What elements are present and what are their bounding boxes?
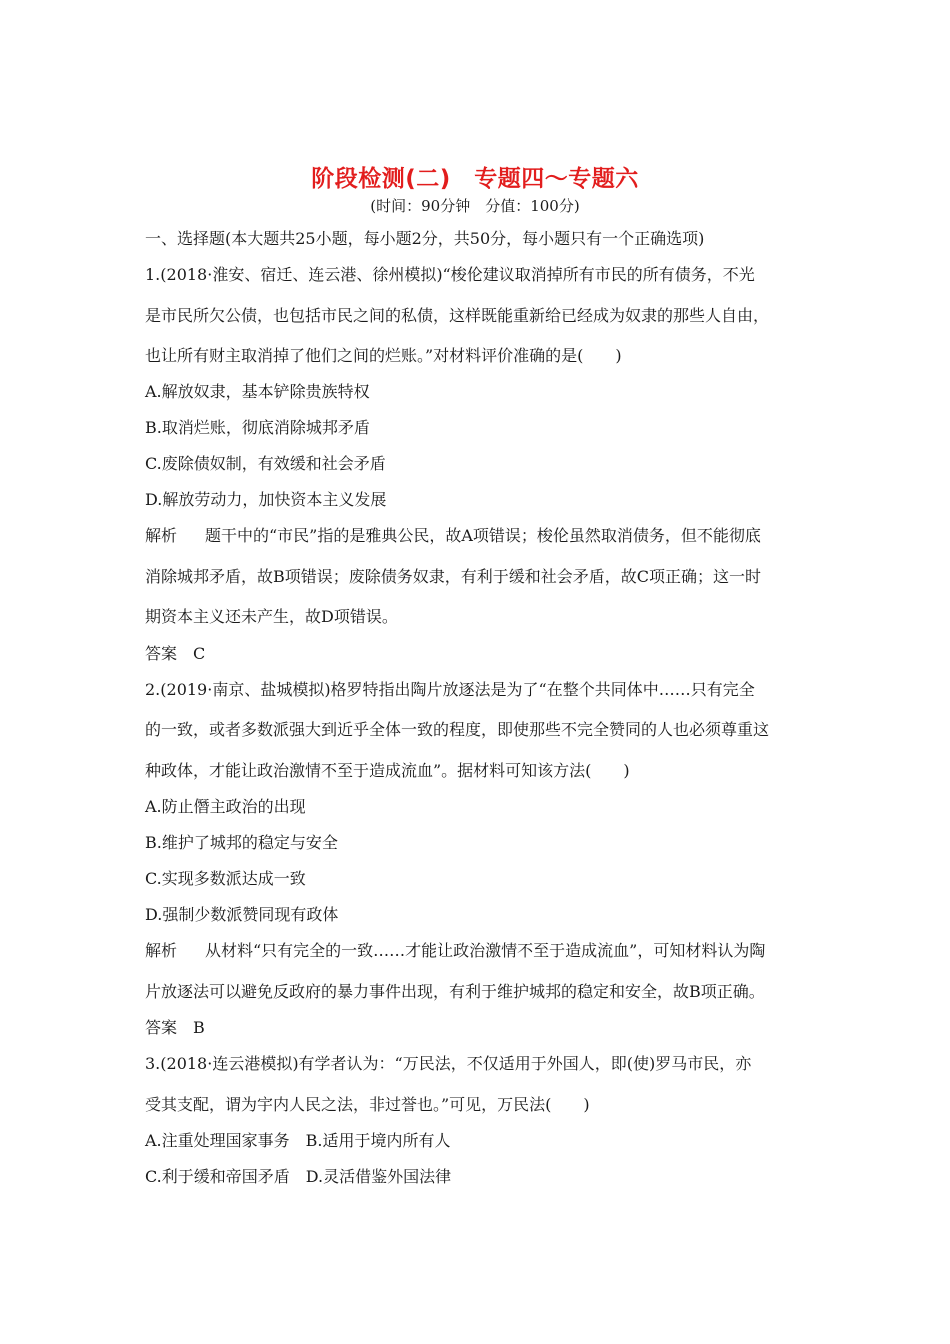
question-3-stem-line-1: 3.(2018·连云港模拟)有学者认为：“万民法，不仅适用于外国人，即(使)罗马市民，亦	[145, 1054, 752, 1073]
exam-info: (时间：90分钟 分值：100分)	[370, 197, 580, 215]
question-2-option-d: D.强制少数派赞同现有政体	[145, 905, 339, 924]
question-1-answer	[145, 644, 815, 664]
section-heading: 一、选择题(本大题共25小题，每小题2分，共50分，每小题只有一个正确选项)	[145, 229, 705, 248]
answer-value: B	[193, 1018, 205, 1037]
question-1-stem-line-1: 1.(2018·淮安、宿迁、连云港、徐州模拟)“梭伦建议取消掉所有市民的所有债务，不光	[145, 265, 755, 284]
question-1-option-a: A.解放奴隶，基本铲除贵族特权	[145, 382, 370, 401]
answer-value: C	[193, 644, 206, 663]
question-2-analysis-line-1	[145, 941, 815, 961]
question-2-answer	[145, 1018, 815, 1038]
question-2-option-c: C.实现多数派达成一致	[145, 869, 306, 888]
question-3-stem-line-2: 受其支配，谓为宇内人民之法，非过誉也。”可见，万民法( )	[145, 1095, 590, 1114]
question-1-analysis-line-1	[145, 526, 815, 546]
question-1-analysis-line-2: 消除城邦矛盾，故B项错误；废除债务奴隶，有利于缓和社会矛盾，故C项正确；这一时	[145, 567, 762, 586]
analysis-text: 题干中的“市民”指的是雅典公民，故A项错误；梭伦虽然取消债务，但不能彻底	[205, 526, 761, 545]
question-2-option-a: A.防止僭主政治的出现	[145, 797, 306, 816]
question-3-options-row-1: A.注重处理国家事务 B.适用于境内所有人	[145, 1131, 451, 1150]
answer-label: 答案	[145, 644, 178, 663]
page-title: 阶段检测(二) 专题四～专题六	[311, 166, 639, 192]
question-2-stem-line-1: 2.(2019·南京、盐城模拟)格罗特指出陶片放逐法是为了“在整个共同体中……只有完全	[145, 680, 755, 699]
analysis-label: 解析	[145, 941, 178, 960]
question-1-stem-line-2: 是市民所欠公债，也包括市民之间的私债，这样既能重新给已经成为奴隶的那些人自由，	[145, 306, 770, 325]
question-1-stem-line-3: 也让所有财主取消掉了他们之间的烂账。”对材料评价准确的是( )	[145, 346, 622, 365]
question-1-option-d: D.解放劳动力，加快资本主义发展	[145, 490, 387, 509]
answer-label: 答案	[145, 1018, 178, 1037]
question-2-analysis-line-2: 片放逐法可以避免反政府的暴力事件出现，有利于维护城邦的稳定和安全，故B项正确。	[145, 982, 765, 1001]
question-2-stem-line-3: 种政体，才能让政治激情不至于造成流血”。据材料可知该方法( )	[145, 761, 630, 780]
question-1-option-c: C.废除债奴制，有效缓和社会矛盾	[145, 454, 386, 473]
question-2-option-b: B.维护了城邦的稳定与安全	[145, 833, 338, 852]
analysis-label: 解析	[145, 526, 178, 545]
question-2-stem-line-2: 的一致，或者多数派强大到近乎全体一致的程度，即使那些不完全赞同的人也必须尊重这	[145, 720, 770, 739]
question-3-options-row-2: C.利于缓和帝国矛盾 D.灵活借鉴外国法律	[145, 1167, 452, 1186]
question-1-analysis-line-3: 期资本主义还未产生，故D项错误。	[145, 607, 398, 626]
question-1-option-b: B.取消烂账，彻底消除城邦矛盾	[145, 418, 370, 437]
analysis-text: 从材料“只有完全的一致……才能让政治激情不至于造成流血”，可知材料认为陶	[205, 941, 766, 960]
